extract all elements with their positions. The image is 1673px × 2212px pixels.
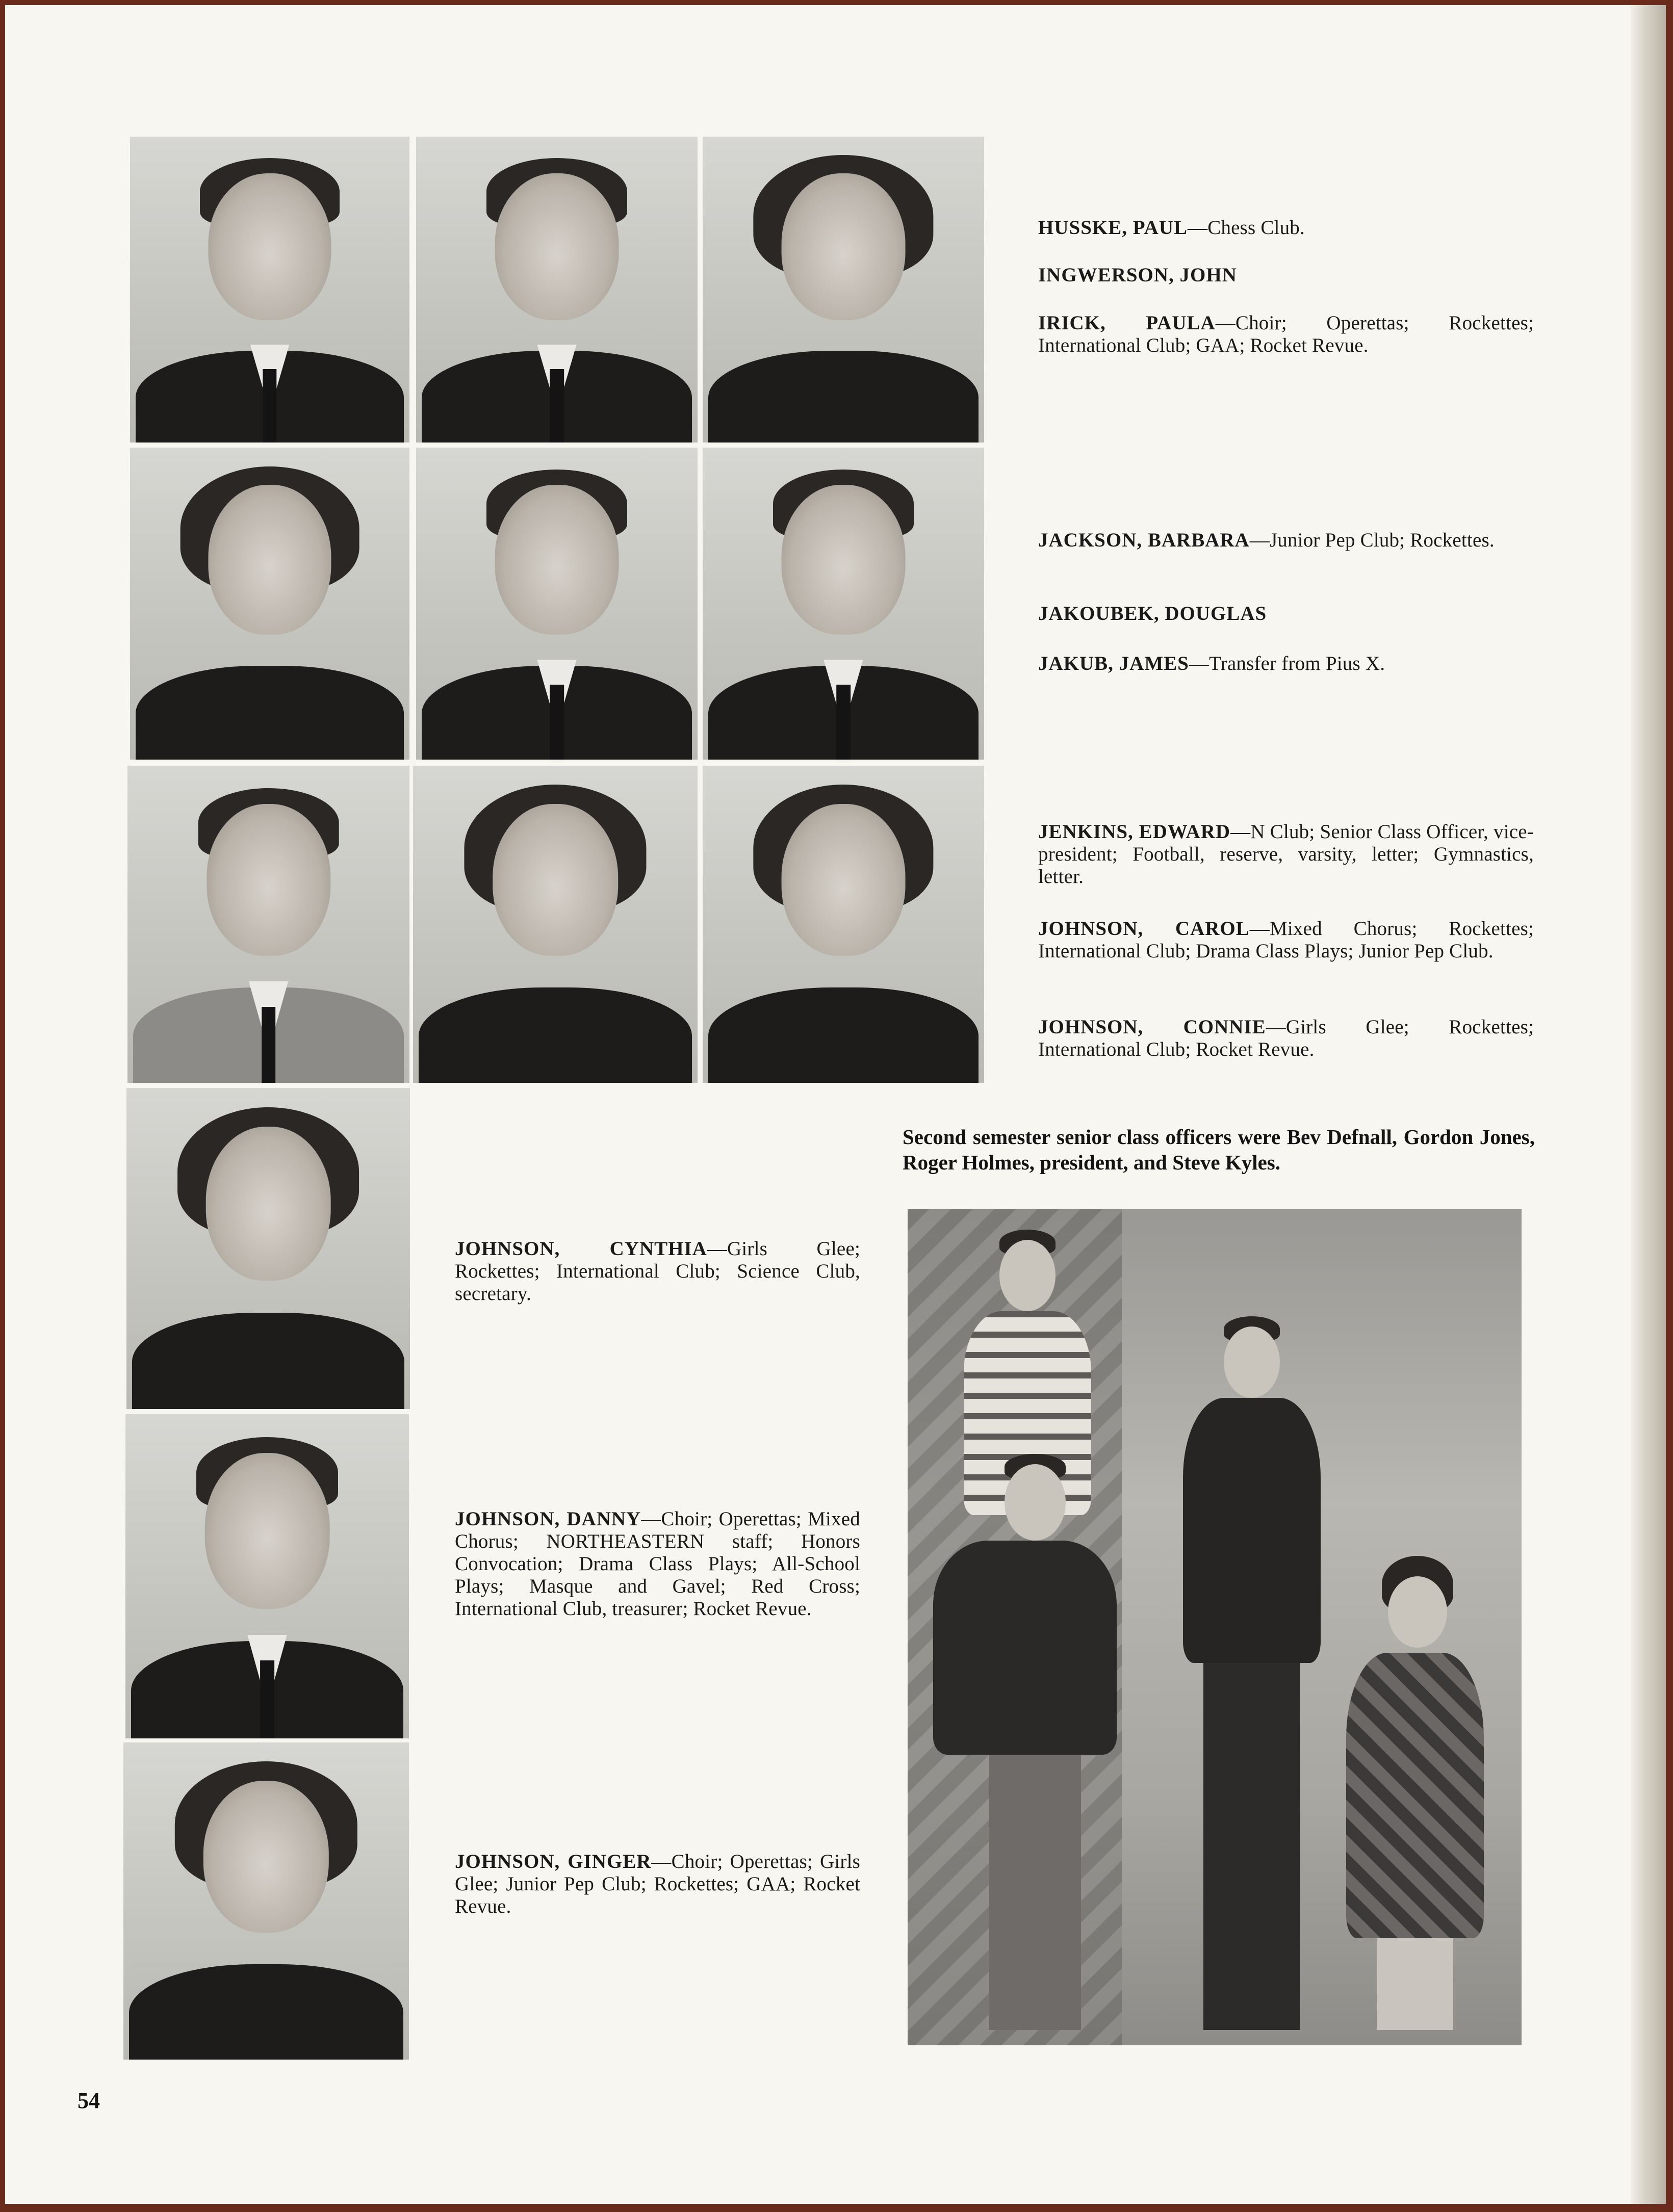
group-photo-caption: Second semester senior class officers were Bev Defnall, Gordon Jones, Roger Holmes, president, and Steve Kyles. [903,1125,1535,1174]
officer-figure-sweater-front [918,1454,1132,2040]
entry-johnson-carol: JOHNSON, CAROL—Mixed Chorus; Rockettes; International Club; Drama Class Plays; Junior Pep Club. [1038,918,1534,962]
entry-jackson-barbara: JACKSON, BARBARA—Junior Pep Club; Rockettes. [1038,529,1495,551]
entry-details: Junior Pep Club; Rockettes. [1269,529,1495,551]
entry-johnson-ginger: JOHNSON, GINGER—Choir; Operettas; Girls Glee; Junior Pep Club; Rockettes; GAA; Rocket Revue. [455,1851,860,1917]
entry-name: JAKOUBEK, DOUGLAS [1038,603,1267,624]
entry-name: INGWERSON, JOHN [1038,264,1237,286]
entry-name: JOHNSON, CONNIE [1038,1016,1266,1038]
portrait-husske-paul [130,137,409,443]
entry-details: Girls Glee; Rockettes; International Club; Science Club, secretary. [455,1238,860,1305]
entry-name: JAKUB, JAMES [1038,653,1189,674]
entry-name: JOHNSON, GINGER [455,1851,652,1872]
portrait-jakoubek-douglas [416,448,698,760]
entry-name: JACKSON, BARBARA [1038,529,1250,551]
page-number: 54 [78,2088,100,2113]
entry-jakub-james: JAKUB, JAMES—Transfer from Pius X. [1038,653,1385,674]
entry-johnson-cynthia: JOHNSON, CYNTHIA—Girls Glee; Rockettes; International Club; Science Club, secretary. [455,1238,860,1305]
entry-name: JOHNSON, CYNTHIA [455,1238,707,1260]
page-edge [1630,5,1666,2204]
entry-ingwerson-john [1038,264,1534,287]
entry-details: Choir; Operettas; Mixed Chorus; NORTHEASTERN staff; Honors Convocation; Drama Class Plays; All-School Plays; Masque and Gavel; Red Cross; International Club, treasurer; Rocket Revue. [455,1508,860,1620]
entry-johnson-danny: JOHNSON, DANNY—Choir; Operettas; Mixed Chorus; NORTHEASTERN staff; Honors Convocation; Drama Class Plays; All-School Plays; Masque and Gavel; Red Cross; International Club, treasurer; Rocket Revue. [455,1508,860,1620]
entry-name: JENKINS, EDWARD [1038,821,1231,843]
entry-husske-paul: HUSSKE, PAUL—Chess Club. [1038,217,1305,239]
entry-details: Choir; Operettas; Rockettes; International Club; GAA; Rocket Revue. [1038,312,1534,356]
entry-name: HUSSKE, PAUL [1038,217,1188,239]
senior-officers-group-photo [908,1209,1522,2045]
entry-details: Transfer from Pius X. [1209,653,1385,674]
portrait-ingwerson-john [416,137,698,443]
portrait-jenkins-edward [127,766,409,1083]
entry-details: Choir; Operettas; Girls Glee; Junior Pep Club; Rockettes; GAA; Rocket Revue. [455,1851,860,1917]
entry-name: IRICK, PAULA [1038,312,1216,334]
entry-johnson-connie: JOHNSON, CONNIE—Girls Glee; Rockettes; International Club; Rocket Revue. [1038,1016,1534,1060]
entry-irick-paula: IRICK, PAULA—Choir; Operettas; Rockettes; International Club; GAA; Rocket Revue. [1038,312,1534,356]
entry-name: JOHNSON, DANNY [455,1508,641,1530]
entry-details: Girls Glee; Rockettes; International Club; Rocket Revue. [1038,1016,1534,1060]
entry-jenkins-edward: JENKINS, EDWARD—N Club; Senior Class Officer, vice-president; Football, reserve, varsity, letter; Gymnastics, letter. [1038,821,1534,888]
portrait-jakub-james [703,448,984,760]
portrait-johnson-cynthia [126,1088,410,1409]
entry-details: Mixed Chorus; Rockettes; International Club; Drama Class Plays; Junior Pep Club. [1038,918,1534,962]
officer-figure-plaid-dress [1331,1556,1499,2035]
portrait-jackson-barbara [130,448,409,760]
portrait-johnson-danny [125,1414,409,1738]
portrait-johnson-ginger [123,1742,409,2060]
entry-jakoubek-douglas [1038,603,1534,625]
entry-details: Chess Club. [1207,217,1305,239]
entry-details: N Club; Senior Class Officer, vice-president; Football, reserve, varsity, letter; Gymnastics, letter. [1038,821,1534,888]
officer-figure-dark-sweater-standing [1173,1316,1326,2040]
portrait-johnson-connie [703,766,984,1083]
portrait-johnson-carol [413,766,698,1083]
entry-name: JOHNSON, CAROL [1038,918,1250,940]
portrait-irick-paula [703,137,984,443]
